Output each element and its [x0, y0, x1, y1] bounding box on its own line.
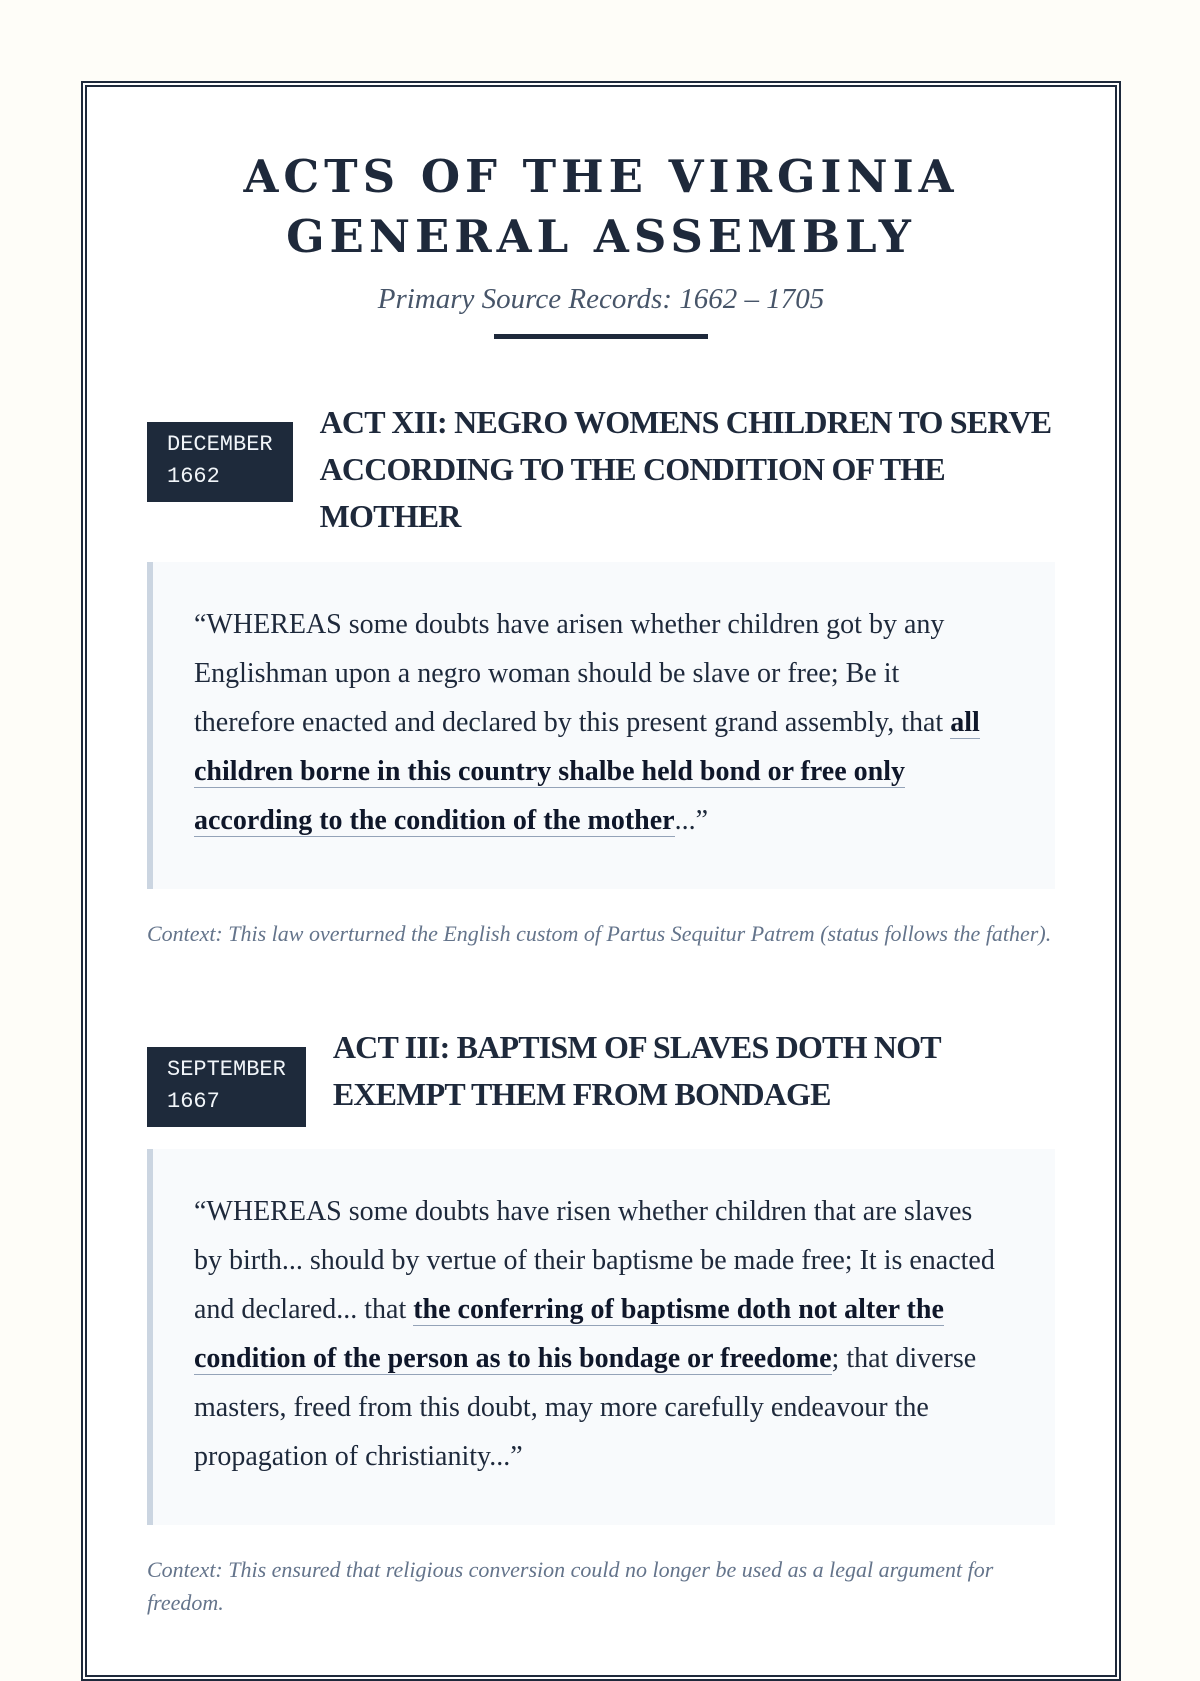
quote-text-end: ; that diverse masters, freed from this doubt, may more carefully endeavour the propagation of christianity...”	[194, 1343, 977, 1472]
title-line-1: ACTS OF THE VIRGINIA	[243, 150, 959, 203]
date-year: 1667	[167, 1089, 220, 1114]
date-year: 1662	[167, 464, 220, 489]
act-context: Context: This ensured that religious conversion could no longer be used as a legal argument for freedom.	[147, 1557, 994, 1615]
quote-text-end: ...”	[674, 805, 709, 836]
act-context: Context: This law overturned the English custom of Partus Sequitur Patrem (status follows the father).	[147, 921, 1052, 946]
title-divider	[494, 334, 708, 339]
page-title	[147, 147, 1055, 267]
date-badge	[147, 422, 293, 502]
date-month: DECEMBER	[167, 432, 273, 457]
quote-text: “WHEREAS some doubts have arisen whether children got by any Englishman upon a negro woman should be slave or free; Be it therefore enacted and declared by this present grand assembly, that	[194, 609, 951, 738]
document-content	[147, 87, 1055, 1619]
act-entry	[147, 1024, 1055, 1619]
date-badge	[147, 1047, 306, 1127]
quote-text: “WHEREAS some doubts have risen whether children that are slaves by birth... should by vertue of their baptisme be made free; It is enacted and declared... that	[194, 1196, 995, 1325]
act-title: ACT III: BAPTISM OF SLAVES DOTH NOT EXEMPT THEM FROM BONDAGE	[332, 1029, 941, 1112]
document-frame	[81, 81, 1121, 1681]
page-subtitle: Primary Source Records: 1662 – 1705	[377, 283, 825, 315]
act-title: ACT XII: NEGRO WOMENS CHILDREN TO SERVE ACCORDING TO THE CONDITION OF THE MOTHER	[319, 404, 1052, 534]
quote-emphasis: all children borne in this country shalbe held bond or free only according to the condition of the mother	[194, 707, 980, 836]
date-month: SEPTEMBER	[167, 1057, 286, 1082]
quote-emphasis: the conferring of baptisme doth not alter the condition of the person as to his bondage or freedome	[194, 1294, 944, 1374]
act-entry	[147, 399, 1055, 950]
title-line-2: GENERAL ASSEMBLY	[286, 210, 916, 263]
act-quote	[147, 1149, 1055, 1525]
act-quote	[147, 562, 1055, 889]
